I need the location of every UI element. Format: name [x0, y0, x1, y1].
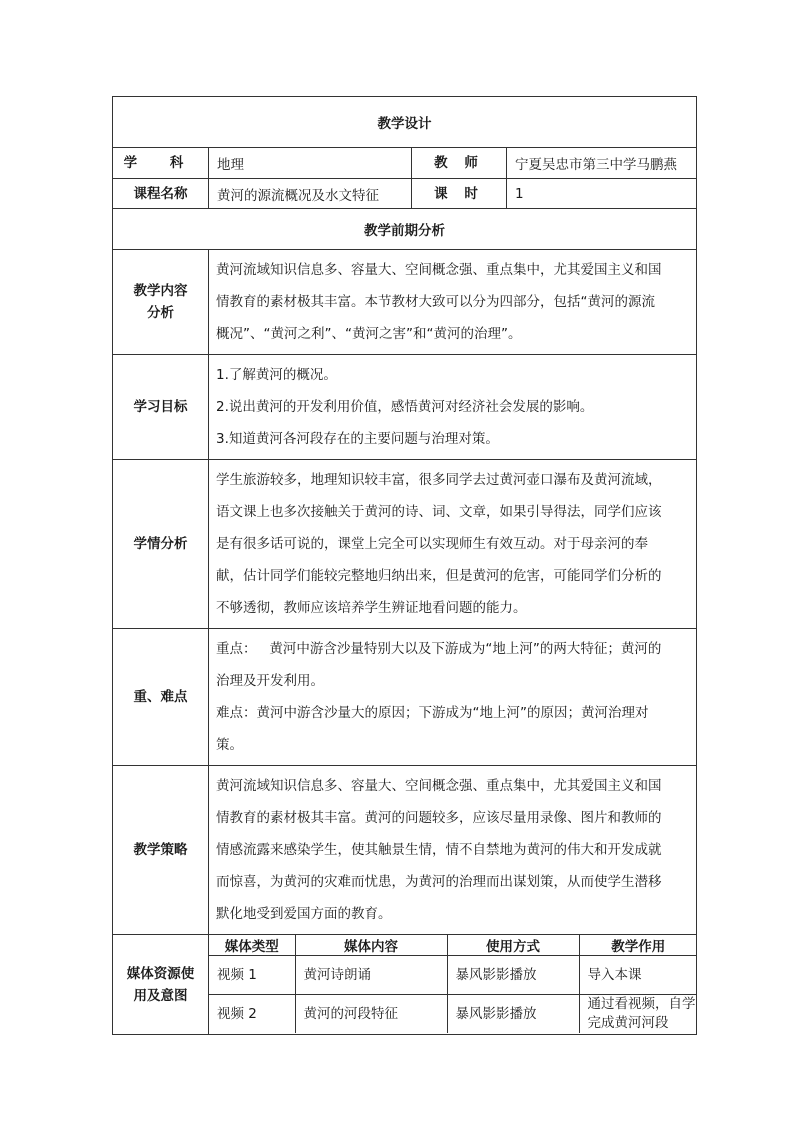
strategy-text: 黄河流域知识信息多、容量大、空间概念强、重点集中，尤其爱国主义和国 情教育的素材极其丰富。黄河的问题较多，应该尽量用录像、图片和教师的 情感流露来感染学生，使其触景生情，情不自禁地为黄河的伟大和开发成就 而惊喜，为黄河的灾难而忧患，为黄河的治理而出谋划策，从而使学生潜移 默化地受到爱国方面的教育。 [209, 766, 697, 935]
key-points-label: 重、难点 [113, 629, 209, 766]
content-analysis-label: 教学内容 分析 [113, 250, 209, 355]
media-type-cell: 视频 2 [209, 995, 295, 1034]
learning-goals-label: 学习目标 [113, 355, 209, 460]
student-analysis-text: 学生旅游较多，地理知识较丰富，很多同学去过黄河壶口瀑布及黄河流域， 语文课上也多次接触关于黄河的诗、词、文章，如果引导得法，同学们应该 是有很多话可说的，课堂上完全可以实现师生有效互动。对于母亲河的奉 献，估计同学们能较完整地归纳出来，但是黄河的危害，可能同学们分析的 不够透彻，教师应该培养学生辨证地看问题的能力。 [209, 460, 697, 629]
table-row [209, 956, 697, 995]
course-value: 黄河的源流概况及水文特征 [209, 179, 412, 209]
media-type-cell: 视频 1 [209, 956, 295, 995]
media-purpose-cell: 导入本课 [579, 956, 697, 995]
student-analysis-label: 学情分析 [113, 460, 209, 629]
hours-label: 课 时 [412, 179, 507, 209]
media-cell [209, 935, 697, 1035]
section-heading: 教学前期分析 [113, 209, 697, 250]
media-label: 媒体资源使 用及意图 [113, 935, 209, 1035]
media-header-usage: 使用方式 [447, 935, 579, 956]
content-analysis-text: 黄河流域知识信息多、容量大、空间概念强、重点集中，尤其爱国主义和国 情教育的素材极其丰富。本节教材大致可以分为四部分，包括“黄河的源流 概况”、“黄河之利”、“黄河之害”和“黄河的治理”。 [209, 250, 697, 355]
media-header-content: 媒体内容 [295, 935, 447, 956]
media-purpose-cell: 通过看视频，自学完成黄河河段 [579, 995, 697, 1034]
media-header-purpose: 教学作用 [579, 935, 697, 956]
document-title: 教学设计 [113, 97, 697, 148]
subject-label: 学 科 [113, 148, 209, 179]
lesson-plan-table [112, 96, 697, 1035]
media-usage-cell: 暴风影影播放 [447, 956, 579, 995]
course-label: 课程名称 [113, 179, 209, 209]
teacher-label: 教 师 [412, 148, 507, 179]
media-usage-cell: 暴风影影播放 [447, 995, 579, 1034]
media-content-cell: 黄河的河段特征 [295, 995, 447, 1034]
key-points-text: 重点： 黄河中游含沙量特别大以及下游成为“地上河”的两大特征；黄河的 治理及开发利用。 难点：黄河中游含沙量大的原因；下游成为“地上河”的原因；黄河治理对 策。 [209, 629, 697, 766]
subject-value: 地理 [209, 148, 412, 179]
media-content-cell: 黄河诗朗诵 [295, 956, 447, 995]
strategy-label: 教学策略 [113, 766, 209, 935]
media-table [209, 935, 697, 1033]
media-header-type: 媒体类型 [209, 935, 295, 956]
hours-value: 1 [507, 179, 697, 209]
teacher-value: 宁夏吴忠市第三中学马鹏燕 [507, 148, 697, 179]
learning-goals-text: 1.了解黄河的概况。 2.说出黄河的开发利用价值，感悟黄河对经济社会发展的影响。 3.知道黄河各河段存在的主要问题与治理对策。 [209, 355, 697, 460]
table-row [209, 995, 697, 1034]
